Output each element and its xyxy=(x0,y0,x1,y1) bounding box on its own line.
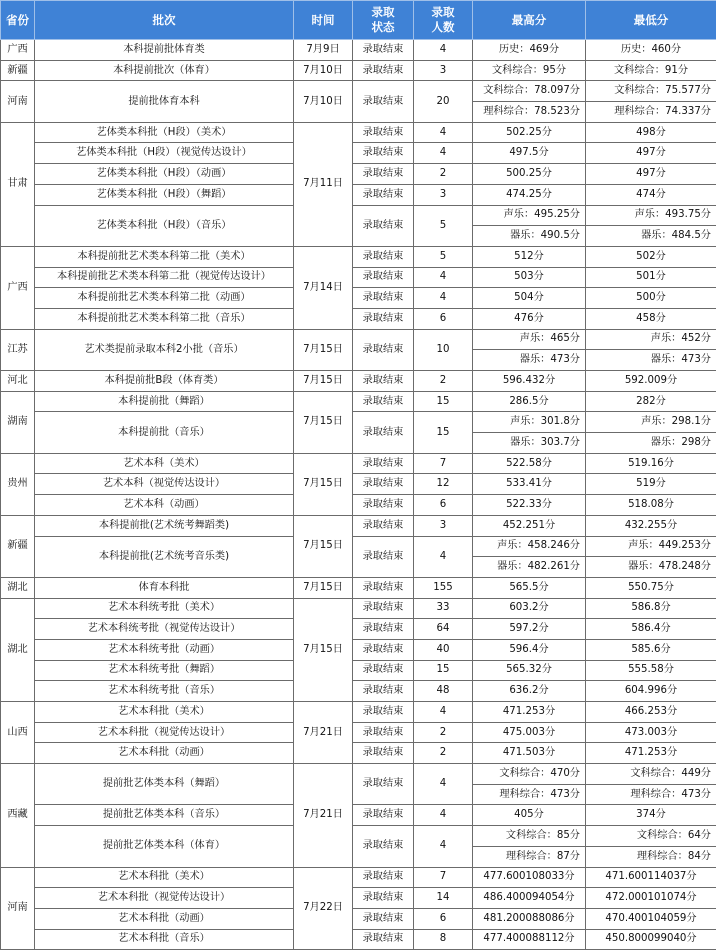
table-row xyxy=(1,660,716,681)
table-row xyxy=(1,702,716,723)
table-row xyxy=(1,929,716,950)
date-cell: 7月14日 xyxy=(294,246,353,329)
status-cell: 录取结束 xyxy=(353,164,414,185)
table-row xyxy=(1,577,716,598)
max-score-cell: 477.400088112分 xyxy=(473,929,586,950)
count-cell: 5 xyxy=(414,246,473,267)
min-score-cell: 519分 xyxy=(586,474,716,495)
min-score-cell: 518.08分 xyxy=(586,495,716,516)
max-score-cell: 474.25分 xyxy=(473,184,586,205)
count-cell: 4 xyxy=(414,122,473,143)
province-cell: 山西 xyxy=(1,702,35,764)
max-score-cell: 器乐：303.7分 xyxy=(473,433,586,454)
status-cell: 录取结束 xyxy=(353,371,414,392)
status-cell: 录取结束 xyxy=(353,60,414,81)
min-score-cell: 器乐：484.5分 xyxy=(586,226,716,247)
table-row xyxy=(1,619,716,640)
batch-cell: 艺术本科（动画） xyxy=(35,495,294,516)
table-row xyxy=(1,639,716,660)
min-score-cell: 501分 xyxy=(586,267,716,288)
status-cell: 录取结束 xyxy=(353,722,414,743)
max-score-cell: 603.2分 xyxy=(473,598,586,619)
status-cell: 录取结束 xyxy=(353,329,414,370)
max-score-cell: 596.4分 xyxy=(473,639,586,660)
status-cell: 录取结束 xyxy=(353,619,414,640)
min-score-cell: 理科综合：74.337分 xyxy=(586,102,716,123)
count-cell: 2 xyxy=(414,164,473,185)
max-score-cell: 565.5分 xyxy=(473,577,586,598)
table-row xyxy=(1,81,716,102)
status-cell: 录取结束 xyxy=(353,660,414,681)
min-score-cell: 498分 xyxy=(586,122,716,143)
status-cell: 录取结束 xyxy=(353,495,414,516)
province-cell: 广西 xyxy=(1,246,35,329)
table-row xyxy=(1,598,716,619)
table-row xyxy=(1,681,716,702)
header-max-score: 最高分 xyxy=(473,1,586,40)
province-cell: 河南 xyxy=(1,867,35,950)
max-score-cell: 理科综合：87分 xyxy=(473,846,586,867)
min-score-cell: 470.400104059分 xyxy=(586,908,716,929)
date-cell: 7月11日 xyxy=(294,122,353,246)
header-row xyxy=(1,1,716,40)
batch-cell: 艺体类本科批（H段）（舞蹈） xyxy=(35,184,294,205)
max-score-cell: 486.400094054分 xyxy=(473,888,586,909)
table-row xyxy=(1,60,716,81)
status-cell: 录取结束 xyxy=(353,40,414,61)
count-cell: 3 xyxy=(414,515,473,536)
status-cell: 录取结束 xyxy=(353,764,414,805)
count-cell: 4 xyxy=(414,764,473,805)
status-cell: 录取结束 xyxy=(353,702,414,723)
min-score-cell: 585.6分 xyxy=(586,639,716,660)
header-status-line2: 状态 xyxy=(371,20,395,34)
count-cell: 14 xyxy=(414,888,473,909)
header-status-line1: 录取 xyxy=(371,5,395,19)
min-score-cell: 474分 xyxy=(586,184,716,205)
max-score-cell: 声乐：495.25分 xyxy=(473,205,586,226)
table-row xyxy=(1,288,716,309)
count-cell: 155 xyxy=(414,577,473,598)
date-cell: 7月15日 xyxy=(294,577,353,598)
count-cell: 6 xyxy=(414,495,473,516)
batch-cell: 艺术本科统考批（视觉传达设计） xyxy=(35,619,294,640)
table-row xyxy=(1,40,716,61)
max-score-cell: 器乐：490.5分 xyxy=(473,226,586,247)
date-cell: 7月21日 xyxy=(294,702,353,764)
date-cell: 7月21日 xyxy=(294,764,353,867)
date-cell: 7月15日 xyxy=(294,371,353,392)
province-cell: 湖南 xyxy=(1,391,35,453)
batch-cell: 提前批体育本科 xyxy=(35,81,294,122)
max-score-cell: 器乐：473分 xyxy=(473,350,586,371)
status-cell: 录取结束 xyxy=(353,308,414,329)
min-score-cell: 592.009分 xyxy=(586,371,716,392)
min-score-cell: 555.58分 xyxy=(586,660,716,681)
min-score-cell: 文科综合：449分 xyxy=(586,764,716,785)
batch-cell: 艺术本科统考批（音乐） xyxy=(35,681,294,702)
max-score-cell: 声乐：465分 xyxy=(473,329,586,350)
count-cell: 4 xyxy=(414,702,473,723)
batch-cell: 艺术本科统考批（美术） xyxy=(35,598,294,619)
header-count-line2: 人数 xyxy=(431,20,455,34)
province-cell: 新疆 xyxy=(1,515,35,577)
batch-cell: 艺术本科统考批（动画） xyxy=(35,639,294,660)
table-row xyxy=(1,805,716,826)
status-cell: 录取结束 xyxy=(353,143,414,164)
max-score-cell: 533.41分 xyxy=(473,474,586,495)
status-cell: 录取结束 xyxy=(353,122,414,143)
max-score-cell: 565.32分 xyxy=(473,660,586,681)
min-score-cell: 466.253分 xyxy=(586,702,716,723)
batch-cell: 艺体类本科批（H段）（动画） xyxy=(35,164,294,185)
max-score-cell: 522.33分 xyxy=(473,495,586,516)
table-body xyxy=(1,40,716,950)
batch-cell: 本科提前批次（体育） xyxy=(35,60,294,81)
min-score-cell: 器乐：298分 xyxy=(586,433,716,454)
status-cell: 录取结束 xyxy=(353,577,414,598)
count-cell: 48 xyxy=(414,681,473,702)
status-cell: 录取结束 xyxy=(353,743,414,764)
max-score-cell: 文科综合：85分 xyxy=(473,826,586,847)
status-cell: 录取结束 xyxy=(353,391,414,412)
province-cell: 贵州 xyxy=(1,453,35,515)
max-score-cell: 522.58分 xyxy=(473,453,586,474)
batch-cell: 艺术本科批（美术） xyxy=(35,867,294,888)
status-cell: 录取结束 xyxy=(353,867,414,888)
max-score-cell: 文科综合：78.097分 xyxy=(473,81,586,102)
min-score-cell: 器乐：478.248分 xyxy=(586,557,716,578)
province-cell: 江苏 xyxy=(1,329,35,370)
max-score-cell: 452.251分 xyxy=(473,515,586,536)
table-row xyxy=(1,764,716,785)
min-score-cell: 471.253分 xyxy=(586,743,716,764)
header-count-line1: 录取 xyxy=(431,5,455,19)
min-score-cell: 理科综合：473分 xyxy=(586,784,716,805)
table-row xyxy=(1,536,716,557)
max-score-cell: 文科综合：95分 xyxy=(473,60,586,81)
count-cell: 33 xyxy=(414,598,473,619)
province-cell: 广西 xyxy=(1,40,35,61)
table-row xyxy=(1,826,716,847)
status-cell: 录取结束 xyxy=(353,908,414,929)
batch-cell: 艺术本科批（美术） xyxy=(35,702,294,723)
max-score-cell: 471.253分 xyxy=(473,702,586,723)
table-row xyxy=(1,474,716,495)
min-score-cell: 声乐：449.253分 xyxy=(586,536,716,557)
table-row xyxy=(1,308,716,329)
province-cell: 湖北 xyxy=(1,598,35,701)
max-score-cell: 597.2分 xyxy=(473,619,586,640)
batch-cell: 提前批艺体类本科（音乐） xyxy=(35,805,294,826)
max-score-cell: 636.2分 xyxy=(473,681,586,702)
count-cell: 8 xyxy=(414,929,473,950)
max-score-cell: 476分 xyxy=(473,308,586,329)
status-cell: 录取结束 xyxy=(353,246,414,267)
table-row xyxy=(1,743,716,764)
count-cell: 4 xyxy=(414,288,473,309)
max-score-cell: 286.5分 xyxy=(473,391,586,412)
batch-cell: 本科提前批艺术类本科第二批（动画） xyxy=(35,288,294,309)
batch-cell: 本科提前批B段（体育类） xyxy=(35,371,294,392)
max-score-cell: 475.003分 xyxy=(473,722,586,743)
batch-cell: 艺术本科批（音乐） xyxy=(35,929,294,950)
header-date: 时间 xyxy=(294,1,353,40)
count-cell: 7 xyxy=(414,867,473,888)
max-score-cell: 497.5分 xyxy=(473,143,586,164)
table-row xyxy=(1,722,716,743)
table-row xyxy=(1,371,716,392)
count-cell: 4 xyxy=(414,267,473,288)
count-cell: 4 xyxy=(414,143,473,164)
count-cell: 3 xyxy=(414,184,473,205)
date-cell: 7月15日 xyxy=(294,329,353,370)
status-cell: 录取结束 xyxy=(353,81,414,122)
count-cell: 15 xyxy=(414,660,473,681)
max-score-cell: 历史：469分 xyxy=(473,40,586,61)
status-cell: 录取结束 xyxy=(353,267,414,288)
count-cell: 2 xyxy=(414,722,473,743)
batch-cell: 体育本科批 xyxy=(35,577,294,598)
count-cell: 7 xyxy=(414,453,473,474)
min-score-cell: 497分 xyxy=(586,143,716,164)
date-cell: 7月15日 xyxy=(294,515,353,577)
header-count xyxy=(414,1,473,40)
date-cell: 7月15日 xyxy=(294,391,353,453)
date-cell: 7月22日 xyxy=(294,867,353,950)
count-cell: 12 xyxy=(414,474,473,495)
max-score-cell: 理科综合：473分 xyxy=(473,784,586,805)
table-row xyxy=(1,867,716,888)
min-score-cell: 声乐：452分 xyxy=(586,329,716,350)
date-cell: 7月10日 xyxy=(294,60,353,81)
max-score-cell: 512分 xyxy=(473,246,586,267)
max-score-cell: 文科综合：470分 xyxy=(473,764,586,785)
min-score-cell: 文科综合：75.577分 xyxy=(586,81,716,102)
table-row xyxy=(1,412,716,433)
min-score-cell: 586.8分 xyxy=(586,598,716,619)
status-cell: 录取结束 xyxy=(353,288,414,309)
province-cell: 西藏 xyxy=(1,764,35,867)
table-row xyxy=(1,122,716,143)
min-score-cell: 550.75分 xyxy=(586,577,716,598)
status-cell: 录取结束 xyxy=(353,474,414,495)
count-cell: 4 xyxy=(414,805,473,826)
max-score-cell: 502.25分 xyxy=(473,122,586,143)
header-batch: 批次 xyxy=(35,1,294,40)
min-score-cell: 500分 xyxy=(586,288,716,309)
batch-cell: 艺体类本科批（H段）（视觉传达设计） xyxy=(35,143,294,164)
min-score-cell: 374分 xyxy=(586,805,716,826)
batch-cell: 艺术本科统考批（舞蹈） xyxy=(35,660,294,681)
max-score-cell: 504分 xyxy=(473,288,586,309)
min-score-cell: 586.4分 xyxy=(586,619,716,640)
min-score-cell: 450.800099040分 xyxy=(586,929,716,950)
batch-cell: 艺术本科批（视觉传达设计） xyxy=(35,722,294,743)
min-score-cell: 声乐：493.75分 xyxy=(586,205,716,226)
count-cell: 6 xyxy=(414,308,473,329)
min-score-cell: 理科综合：84分 xyxy=(586,846,716,867)
min-score-cell: 471.600114037分 xyxy=(586,867,716,888)
table-row xyxy=(1,205,716,226)
header-status xyxy=(353,1,414,40)
min-score-cell: 472.000101074分 xyxy=(586,888,716,909)
table-row xyxy=(1,515,716,536)
province-cell: 河北 xyxy=(1,371,35,392)
status-cell: 录取结束 xyxy=(353,184,414,205)
status-cell: 录取结束 xyxy=(353,639,414,660)
count-cell: 20 xyxy=(414,81,473,122)
table-row xyxy=(1,184,716,205)
status-cell: 录取结束 xyxy=(353,515,414,536)
batch-cell: 本科提前批艺术类本科第二批（视觉传达设计） xyxy=(35,267,294,288)
min-score-cell: 文科综合：91分 xyxy=(586,60,716,81)
count-cell: 2 xyxy=(414,743,473,764)
status-cell: 录取结束 xyxy=(353,826,414,867)
min-score-cell: 器乐：473分 xyxy=(586,350,716,371)
status-cell: 录取结束 xyxy=(353,805,414,826)
table-row xyxy=(1,143,716,164)
batch-cell: 艺术本科批（视觉传达设计） xyxy=(35,888,294,909)
batch-cell: 提前批艺体类本科（舞蹈） xyxy=(35,764,294,805)
batch-cell: 本科提前批体育类 xyxy=(35,40,294,61)
status-cell: 录取结束 xyxy=(353,453,414,474)
batch-cell: 艺术本科批（动画） xyxy=(35,908,294,929)
status-cell: 录取结束 xyxy=(353,888,414,909)
status-cell: 录取结束 xyxy=(353,929,414,950)
province-cell: 新疆 xyxy=(1,60,35,81)
table-row xyxy=(1,495,716,516)
batch-cell: 本科提前批（舞蹈） xyxy=(35,391,294,412)
max-score-cell: 声乐：458.246分 xyxy=(473,536,586,557)
max-score-cell: 500.25分 xyxy=(473,164,586,185)
min-score-cell: 604.996分 xyxy=(586,681,716,702)
count-cell: 4 xyxy=(414,536,473,577)
table-row xyxy=(1,329,716,350)
batch-cell: 本科提前批（音乐） xyxy=(35,412,294,453)
status-cell: 录取结束 xyxy=(353,536,414,577)
max-score-cell: 声乐：301.8分 xyxy=(473,412,586,433)
table-row xyxy=(1,888,716,909)
batch-cell: 艺术类提前录取本科2小批（音乐） xyxy=(35,329,294,370)
max-score-cell: 405分 xyxy=(473,805,586,826)
count-cell: 40 xyxy=(414,639,473,660)
date-cell: 7月15日 xyxy=(294,598,353,701)
date-cell: 7月10日 xyxy=(294,81,353,122)
count-cell: 5 xyxy=(414,205,473,246)
max-score-cell: 理科综合：78.523分 xyxy=(473,102,586,123)
date-cell: 7月9日 xyxy=(294,40,353,61)
max-score-cell: 477.600108033分 xyxy=(473,867,586,888)
status-cell: 录取结束 xyxy=(353,681,414,702)
max-score-cell: 596.432分 xyxy=(473,371,586,392)
count-cell: 4 xyxy=(414,826,473,867)
batch-cell: 艺体类本科批（H段）（美术） xyxy=(35,122,294,143)
min-score-cell: 声乐：298.1分 xyxy=(586,412,716,433)
min-score-cell: 473.003分 xyxy=(586,722,716,743)
max-score-cell: 503分 xyxy=(473,267,586,288)
header-province: 省份 xyxy=(1,1,35,40)
province-cell: 河南 xyxy=(1,81,35,122)
batch-cell: 本科提前批艺术类本科第二批（音乐） xyxy=(35,308,294,329)
province-cell: 甘肃 xyxy=(1,122,35,246)
batch-cell: 本科提前批(艺术统考音乐类) xyxy=(35,536,294,577)
batch-cell: 本科提前批(艺术统考舞蹈类) xyxy=(35,515,294,536)
count-cell: 4 xyxy=(414,40,473,61)
min-score-cell: 历史：460分 xyxy=(586,40,716,61)
table-row xyxy=(1,164,716,185)
min-score-cell: 432.255分 xyxy=(586,515,716,536)
status-cell: 录取结束 xyxy=(353,205,414,246)
count-cell: 6 xyxy=(414,908,473,929)
min-score-cell: 458分 xyxy=(586,308,716,329)
batch-cell: 艺术本科（视觉传达设计） xyxy=(35,474,294,495)
province-cell: 湖北 xyxy=(1,577,35,598)
status-cell: 录取结束 xyxy=(353,412,414,453)
batch-cell: 艺体类本科批（H段）（音乐） xyxy=(35,205,294,246)
count-cell: 15 xyxy=(414,391,473,412)
max-score-cell: 481.200088086分 xyxy=(473,908,586,929)
batch-cell: 艺术本科批（动画） xyxy=(35,743,294,764)
date-cell: 7月15日 xyxy=(294,453,353,515)
count-cell: 15 xyxy=(414,412,473,453)
count-cell: 10 xyxy=(414,329,473,370)
table-row xyxy=(1,453,716,474)
count-cell: 2 xyxy=(414,371,473,392)
max-score-cell: 471.503分 xyxy=(473,743,586,764)
min-score-cell: 文科综合：64分 xyxy=(586,826,716,847)
batch-cell: 提前批艺体类本科（体育） xyxy=(35,826,294,867)
count-cell: 64 xyxy=(414,619,473,640)
table-row xyxy=(1,267,716,288)
table-row xyxy=(1,391,716,412)
table-row xyxy=(1,246,716,267)
min-score-cell: 497分 xyxy=(586,164,716,185)
header-min-score: 最低分 xyxy=(586,1,716,40)
min-score-cell: 502分 xyxy=(586,246,716,267)
max-score-cell: 器乐：482.261分 xyxy=(473,557,586,578)
status-cell: 录取结束 xyxy=(353,598,414,619)
table-row xyxy=(1,908,716,929)
batch-cell: 艺术本科（美术） xyxy=(35,453,294,474)
min-score-cell: 519.16分 xyxy=(586,453,716,474)
count-cell: 3 xyxy=(414,60,473,81)
min-score-cell: 282分 xyxy=(586,391,716,412)
batch-cell: 本科提前批艺术类本科第二批（美术） xyxy=(35,246,294,267)
